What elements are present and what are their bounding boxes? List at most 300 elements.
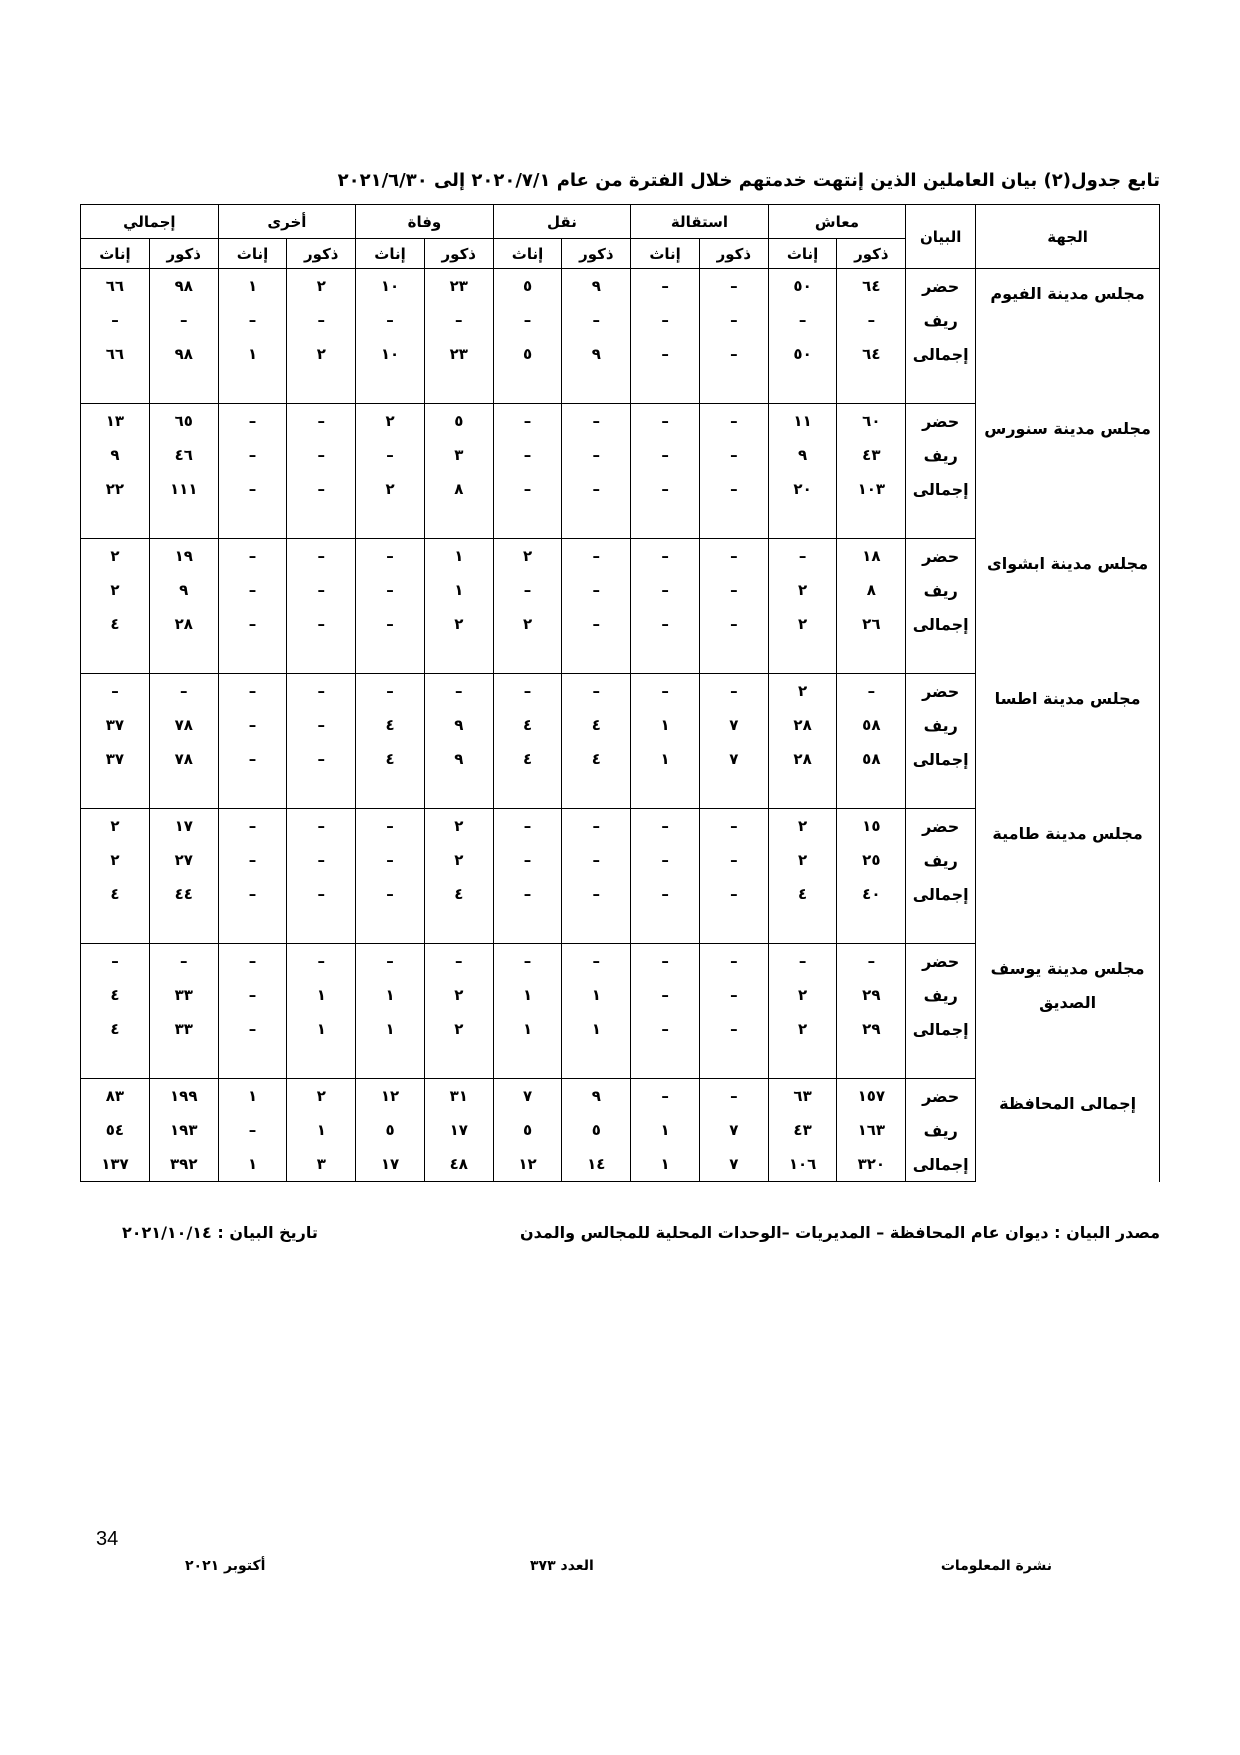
value-cell: ١ [562,1012,631,1046]
spacer-cell [218,371,287,404]
spacer-cell [287,506,356,539]
spacer-cell [424,506,493,539]
value-cell: ٥٤ [81,1113,150,1147]
header-group: نقل [493,205,631,239]
entity-cell: مجلس مدينة الفيوم [976,269,1160,404]
value-cell: ١ [493,978,562,1012]
value-cell: ١ [631,742,700,776]
spacer-cell [906,911,976,944]
value-cell: – [631,573,700,607]
header-group: استقالة [631,205,769,239]
spacer-cell [149,911,218,944]
spacer-cell [768,506,837,539]
spacer-cell [906,371,976,404]
value-cell: ٤٣ [768,1113,837,1147]
value-cell: – [699,1079,768,1114]
value-cell: ٩ [562,269,631,304]
value-cell: ١ [424,539,493,574]
value-cell: – [149,674,218,709]
value-cell: ١ [356,978,425,1012]
value-cell: – [562,438,631,472]
spacer-cell [81,641,150,674]
value-cell: ٢ [424,978,493,1012]
value-cell: ٥ [424,404,493,439]
value-cell: ١٧ [356,1147,425,1182]
value-cell: ٤ [768,877,837,911]
value-cell: – [699,303,768,337]
value-cell: ٦٦ [81,269,150,304]
value-cell: ٤ [81,877,150,911]
value-cell: – [149,944,218,979]
value-cell: – [81,944,150,979]
value-cell: ٥ [493,269,562,304]
value-cell: ٥ [562,1113,631,1147]
spacer-cell [356,911,425,944]
table-row [81,404,1160,439]
value-cell: – [837,674,906,709]
spacer-cell [493,1046,562,1079]
value-cell: ٨٣ [81,1079,150,1114]
value-cell: ٤ [493,742,562,776]
kind-cell: حضر [906,674,976,709]
value-cell: ١ [631,708,700,742]
spacer-cell [81,776,150,809]
value-cell: ١٧ [149,809,218,844]
spacer-cell [218,1046,287,1079]
value-cell: ١ [218,337,287,371]
value-cell: ٩٨ [149,269,218,304]
value-cell: ١١ [768,404,837,439]
spacer-cell [81,371,150,404]
value-cell: ١١١ [149,472,218,506]
value-cell: – [493,438,562,472]
value-cell: – [631,607,700,641]
header-female: إناث [81,239,150,269]
value-cell: – [699,573,768,607]
value-cell: ٦٦ [81,337,150,371]
value-cell: ٥ [356,1113,425,1147]
header-statement: البيان [906,205,976,269]
value-cell: – [287,607,356,641]
value-cell: – [424,303,493,337]
value-cell: ٦٣ [768,1079,837,1114]
value-cell: ٢ [81,573,150,607]
value-cell: – [631,269,700,304]
value-cell: – [699,978,768,1012]
spacer-cell [562,506,631,539]
value-cell: ٥٠ [768,269,837,304]
value-cell: ٧ [493,1079,562,1114]
spacer-cell [218,776,287,809]
kind-cell: حضر [906,404,976,439]
header-female: إناث [493,239,562,269]
value-cell: ٤ [424,877,493,911]
value-cell: ٢ [768,573,837,607]
header-group: معاش [768,205,906,239]
value-cell: ١٣٧ [81,1147,150,1182]
value-cell: – [562,472,631,506]
kind-cell: ريف [906,303,976,337]
value-cell: – [768,539,837,574]
value-cell: ٤٦ [149,438,218,472]
value-cell: ٣٩٢ [149,1147,218,1182]
kind-cell: ريف [906,1113,976,1147]
value-cell: – [356,573,425,607]
value-cell: – [631,438,700,472]
value-cell: ١ [562,978,631,1012]
value-cell: ٣ [424,438,493,472]
value-cell: – [218,1012,287,1046]
entity-cell: مجلس مدينة سنورس [976,404,1160,539]
value-cell: ٧٨ [149,708,218,742]
kind-cell: ريف [906,978,976,1012]
value-cell: ٢ [768,674,837,709]
value-cell: – [699,404,768,439]
value-cell: ١٥ [837,809,906,844]
value-cell: – [287,438,356,472]
spacer-cell [356,371,425,404]
value-cell: – [493,573,562,607]
value-cell: – [287,742,356,776]
value-cell: – [699,674,768,709]
spacer-cell [562,371,631,404]
kind-cell: إجمالى [906,337,976,371]
spacer-cell [837,506,906,539]
spacer-cell [356,641,425,674]
value-cell: – [699,607,768,641]
spacer-cell [149,371,218,404]
value-cell: – [699,438,768,472]
value-cell: ٥ [493,337,562,371]
spacer-cell [699,506,768,539]
value-cell: – [562,843,631,877]
value-cell: – [562,539,631,574]
value-cell: – [837,944,906,979]
value-cell: – [356,944,425,979]
spacer-cell [768,776,837,809]
spacer-cell [424,371,493,404]
value-cell: ١ [287,978,356,1012]
value-cell: – [631,404,700,439]
spacer-cell [149,641,218,674]
spacer-cell [631,371,700,404]
header-male: ذكور [562,239,631,269]
entity-cell: مجلس مدينة اطسا [976,674,1160,809]
value-cell: ١٠٣ [837,472,906,506]
value-cell: – [699,877,768,911]
value-cell: ٧ [699,1147,768,1182]
spacer-cell [424,641,493,674]
value-cell: – [218,303,287,337]
value-cell: ٧ [699,708,768,742]
kind-cell: حضر [906,809,976,844]
table-row [81,944,1160,979]
value-cell: ٩ [149,573,218,607]
value-cell: ١٥٧ [837,1079,906,1114]
value-cell: – [218,742,287,776]
value-cell: ٤٨ [424,1147,493,1182]
value-cell: ٩٨ [149,337,218,371]
value-cell: – [768,944,837,979]
value-cell: ٢٩ [837,1012,906,1046]
header-male: ذكور [149,239,218,269]
value-cell: – [493,303,562,337]
value-cell: – [699,944,768,979]
value-cell: ٤٤ [149,877,218,911]
value-cell: – [631,843,700,877]
value-cell: ٢ [81,843,150,877]
value-cell: ٥٨ [837,708,906,742]
spacer-cell [287,371,356,404]
footer-month: أكتوبر ٢٠٢١ [185,1558,266,1574]
header-group: أخرى [218,205,356,239]
value-cell: – [631,877,700,911]
value-cell: – [631,472,700,506]
spacer-cell [493,776,562,809]
spacer-cell [906,776,976,809]
value-cell: ٢٧ [149,843,218,877]
value-cell: – [562,303,631,337]
table-row [81,809,1160,844]
value-cell: – [356,438,425,472]
kind-cell: حضر [906,944,976,979]
value-cell: ٢٥ [837,843,906,877]
value-cell: ٥ [493,1113,562,1147]
value-cell: ٣٢٠ [837,1147,906,1182]
value-cell: ١٠٦ [768,1147,837,1182]
spacer-cell [493,641,562,674]
header-group: وفاة [356,205,494,239]
value-cell: – [493,472,562,506]
value-cell: – [493,404,562,439]
kind-cell: حضر [906,539,976,574]
value-cell: ٢ [768,1012,837,1046]
value-cell: – [287,472,356,506]
value-cell: – [493,809,562,844]
value-cell: ٢ [768,809,837,844]
value-cell: – [218,1113,287,1147]
value-cell: – [356,539,425,574]
spacer-cell [287,1046,356,1079]
value-cell: – [493,674,562,709]
spacer-cell [699,1046,768,1079]
kind-cell: حضر [906,269,976,304]
value-cell: – [768,303,837,337]
value-cell: ٤ [81,1012,150,1046]
spacer-cell [631,911,700,944]
value-cell: – [631,303,700,337]
spacer-cell [768,641,837,674]
value-cell: – [287,303,356,337]
table-row [81,1079,1160,1114]
value-cell: ٢٣ [424,269,493,304]
value-cell: ٤ [562,742,631,776]
value-cell: – [81,303,150,337]
value-cell: ١٢ [356,1079,425,1114]
header-female: إناث [356,239,425,269]
value-cell: – [562,404,631,439]
value-cell: ٢ [768,978,837,1012]
value-cell: – [562,674,631,709]
spacer-cell [218,641,287,674]
value-cell: – [699,337,768,371]
spacer-cell [149,1046,218,1079]
value-cell: ١٢ [493,1147,562,1182]
value-cell: ٨ [837,573,906,607]
value-cell: ١ [287,1113,356,1147]
spacer-cell [906,506,976,539]
value-cell: ١٩٣ [149,1113,218,1147]
spacer-cell [424,1046,493,1079]
value-cell: ١٦٣ [837,1113,906,1147]
header-female: إناث [631,239,700,269]
value-cell: – [356,303,425,337]
value-cell: – [631,944,700,979]
spacer-cell [837,911,906,944]
value-cell: – [424,674,493,709]
value-cell: ١٤ [562,1147,631,1182]
spacer-cell [699,776,768,809]
value-cell: – [699,843,768,877]
value-cell: – [287,944,356,979]
spacer-cell [356,506,425,539]
header-male: ذكور [424,239,493,269]
value-cell: – [287,877,356,911]
value-cell: – [493,877,562,911]
value-cell: ١٩ [149,539,218,574]
value-cell: ١ [218,1147,287,1182]
value-cell: ٣٧ [81,742,150,776]
kind-cell: إجمالى [906,877,976,911]
spacer-cell [562,911,631,944]
value-cell: – [631,978,700,1012]
value-cell: – [218,539,287,574]
spacer-cell [768,1046,837,1079]
spacer-cell [631,506,700,539]
value-cell: – [356,674,425,709]
spacer-cell [493,371,562,404]
kind-cell: إجمالى [906,742,976,776]
value-cell: ٤ [493,708,562,742]
data-date: تاريخ البيان : ٢٠٢١/١٠/١٤ [122,1223,318,1242]
value-cell: ٤ [562,708,631,742]
value-cell: ٢ [81,809,150,844]
kind-cell: ريف [906,843,976,877]
value-cell: ١ [356,1012,425,1046]
page-number: 34 [96,1528,119,1550]
spacer-cell [699,911,768,944]
value-cell: – [218,573,287,607]
spacer-cell [493,911,562,944]
spacer-cell [287,911,356,944]
value-cell: – [699,809,768,844]
header-row-groups [81,205,1160,239]
value-cell: – [631,674,700,709]
spacer-cell [149,776,218,809]
entity-cell: مجلس مدينة طامية [976,809,1160,944]
table-title: تابع جدول(٢) بيان العاملين الذين إنتهت خدمتهم خلال الفترة من عام ٢٠٢٠/٧/١ إلى ٢٠٢١/٦/٣٠ [337,170,1160,191]
value-cell: ٢٨ [768,708,837,742]
value-cell: ١٨ [837,539,906,574]
header-group: إجمالي [81,205,219,239]
value-cell: ٢ [287,1079,356,1114]
value-cell: ٢ [356,404,425,439]
value-cell: ٣١ [424,1079,493,1114]
value-cell: ١ [631,1147,700,1182]
value-cell: – [218,809,287,844]
source-note: مصدر البيان : ديوان عام المحافظة – المديريات –الوحدات المحلية للمجالس والمدن [520,1223,1160,1242]
header-entity: الجهة [976,205,1160,269]
value-cell: – [356,877,425,911]
spacer-cell [81,506,150,539]
value-cell: ٣٣ [149,1012,218,1046]
spacer-cell [906,1046,976,1079]
value-cell: ٢ [768,607,837,641]
value-cell: ٢ [287,269,356,304]
value-cell: ٢٨ [149,607,218,641]
value-cell: – [631,337,700,371]
spacer-cell [149,506,218,539]
value-cell: – [631,1012,700,1046]
value-cell: ٨ [424,472,493,506]
value-cell: ١ [287,1012,356,1046]
value-cell: – [631,539,700,574]
value-cell: – [356,809,425,844]
value-cell: ٤ [81,607,150,641]
value-cell: ٥٠ [768,337,837,371]
value-cell: – [81,674,150,709]
value-cell: – [287,573,356,607]
value-cell: ٢ [287,337,356,371]
kind-cell: ريف [906,438,976,472]
spacer-cell [424,911,493,944]
header-female: إناث [768,239,837,269]
spacer-cell [356,1046,425,1079]
value-cell: ١ [218,1079,287,1114]
kind-cell: إجمالى [906,607,976,641]
spacer-cell [837,371,906,404]
value-cell: – [562,944,631,979]
value-cell: ٦٤ [837,337,906,371]
spacer-cell [699,371,768,404]
value-cell: – [631,1079,700,1114]
value-cell: ٥٨ [837,742,906,776]
kind-cell: حضر [906,1079,976,1114]
value-cell: – [287,809,356,844]
value-cell: ٣ [287,1147,356,1182]
header-male: ذكور [699,239,768,269]
value-cell: ٩ [81,438,150,472]
value-cell: ٢ [81,539,150,574]
value-cell: – [562,809,631,844]
value-cell: – [218,472,287,506]
kind-cell: ريف [906,573,976,607]
value-cell: ٦٥ [149,404,218,439]
spacer-cell [424,776,493,809]
entity-cell: مجلس مدينة يوسف الصديق [976,944,1160,1079]
spacer-cell [631,1046,700,1079]
value-cell: – [562,877,631,911]
spacer-cell [562,1046,631,1079]
value-cell: ١٠ [356,337,425,371]
value-cell: ٩ [424,742,493,776]
spacer-cell [493,506,562,539]
value-cell: ٢ [424,843,493,877]
value-cell: – [837,303,906,337]
entity-cell: مجلس مدينة ابشواى [976,539,1160,674]
value-cell: – [493,843,562,877]
spacer-cell [287,776,356,809]
